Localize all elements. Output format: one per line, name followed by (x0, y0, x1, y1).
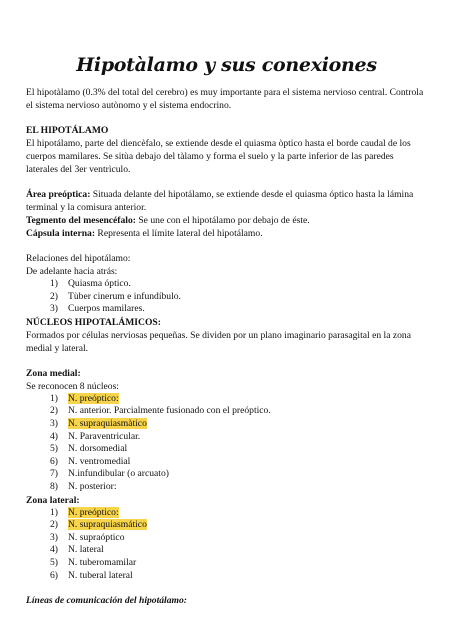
zona-medial-heading: Zona medial: (26, 367, 81, 379)
section-text-hipotalamo: El hipotálamo, parte del diencèfalo, se extiende desde el quiasma òptico hasta el borde caudal de los cuerpos mamilares. Se sitùa debajo del tàlamo y forma el suelo y la parte inferior de las paredes laterales del 3er ventrìculo. (26, 138, 411, 175)
relations-subtitle: De adelante hacia atrás: (26, 266, 118, 277)
list-item: 2) Tùber cinerum e infundíbulo. (50, 290, 181, 302)
definition-term: Tegmento del mesencéfalo: (26, 215, 136, 226)
zona-lateral-heading: Zona lateral: (26, 494, 80, 506)
list-item: 6) N. ventromedial (50, 455, 131, 467)
section-heading-hipotalamo: EL HIPOTÁLAMO (26, 125, 109, 136)
nucleos-text: Formados por células nerviosas pequeñas. Se dividen por un plano imaginario parasagital en la zona medial y lateral. (26, 329, 411, 354)
definition-term: Área preóptica: (26, 189, 91, 200)
list-item: 8) N. posterior: (50, 480, 117, 492)
list-item: 1) Quiasma óptico. (50, 278, 131, 289)
zona-medial-intro: Se reconocen 8 núcleos: (26, 380, 119, 392)
definition-area-preoptica (26, 188, 427, 214)
definitions-block (26, 188, 427, 240)
list-item: 3) N. supraquiasmàtico (50, 417, 147, 429)
definition-text: Situada delante del hipotálamo, se extiende desde el quiasma óptico hasta la lámina terminal y la comisura anterior. (26, 189, 414, 213)
list-item: 6) N. tuberal lateral (50, 569, 133, 581)
comunicacion-heading: Líneas de comunicación del hipotálamo: (26, 595, 187, 607)
list-item: 7) N.infundibular (o arcuato) (50, 468, 169, 480)
list-item: 2) N. supraquiasmático (50, 519, 147, 531)
definition-tegmento (26, 214, 427, 227)
list-item: 5) N. dorsomedial (50, 443, 128, 455)
relations-list (26, 278, 427, 316)
list-item: 2) N. anterior. Parcialmente fusionado con el preóptico. (50, 405, 271, 417)
list-item: 5) N. tuberomamilar (50, 556, 137, 568)
list-item: 3) Cuerpos mamilares. (50, 303, 145, 315)
intro-paragraph: El hipotàlamo (0.3% del total del cerebro) es muy importante para el sistema nervioso central. Controla el sistema nervioso autònomo y el sistema endocrino. (26, 87, 424, 111)
nucleos-heading: NÚCLEOS HIPOTALÁMICOS: (26, 316, 161, 328)
relations-title: Relaciones del hipotálamo: (26, 253, 131, 264)
list-item: 4) N. lateral (50, 544, 104, 556)
list-item: 3) N. supraóptico (50, 531, 125, 543)
definition-term: Cápsula interna: (26, 228, 96, 239)
list-item: 4) N. Paraventricular. (50, 430, 141, 442)
list-item: 1) N. preóptico: (50, 392, 119, 404)
list-item: 1) N. preóptico: (50, 506, 119, 518)
zona-medial-list (26, 393, 427, 494)
definition-text: Representa el límite lateral del hipotálamo. (95, 228, 263, 239)
definition-capsula (26, 227, 427, 240)
zona-lateral-list (26, 507, 427, 583)
definition-text: Se une con el hipotálamo por debajo de éste. (135, 215, 310, 226)
page-title: Hipotàlamo y sus conexiones (76, 54, 377, 76)
